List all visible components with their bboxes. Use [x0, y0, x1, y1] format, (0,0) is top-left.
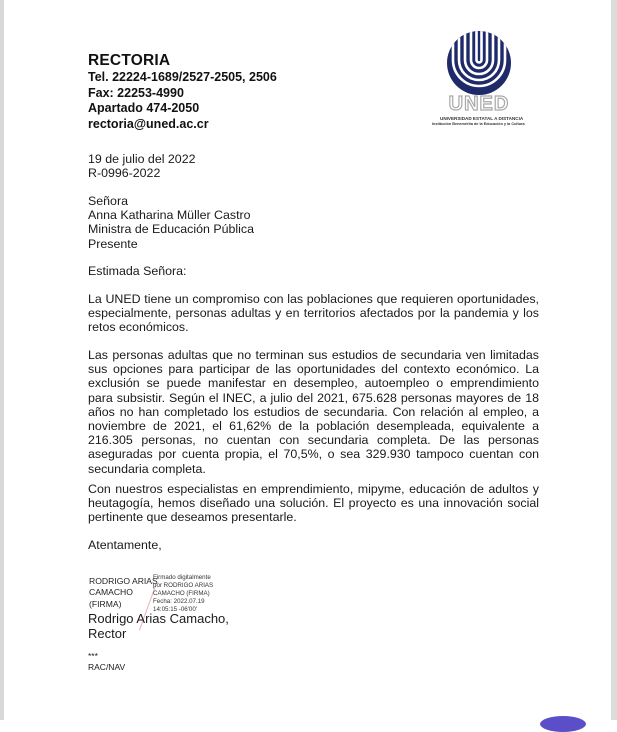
signature-meta-line-2: por RODRIGO ARIAS [153, 581, 214, 589]
signer-line-2: CAMACHO [89, 587, 133, 598]
greeting: Estimada Señora: [88, 264, 187, 278]
signature-meta-line-1: Firmado digitalmente [153, 574, 211, 581]
recipient-position: Ministra de Educación Pública [88, 222, 254, 237]
signer-line-1: RODRIGO ARIAS [89, 576, 158, 586]
footer-block [88, 651, 539, 673]
signature-meta-line-5: 14:05:15 -06'00' [153, 605, 197, 613]
logo-acronym: UNED [448, 93, 510, 115]
recipient-name: Anna Katharina Müller Castro [88, 208, 251, 223]
closing: Atentamente, [88, 538, 162, 552]
page-edge-right [611, 0, 617, 720]
logo-university-name: UNIVERSIDAD ESTATAL A DISTANCIA [440, 116, 524, 121]
page-edge-left [0, 0, 4, 720]
recipient-salutation-title: Señora [88, 194, 128, 208]
recipient-presente: Presente [88, 236, 138, 251]
letter-reference: R-0996-2022 [88, 166, 161, 181]
uned-logo [432, 30, 540, 130]
date-block [88, 152, 539, 180]
signatory-name: Rodrigo Arias Camacho, [88, 611, 229, 626]
logo-tagline: Institución Benemérita de la Educación y la Cultura [432, 122, 525, 126]
letterhead-phone: Tel. 22224-1689/2527-2505, 2506 [88, 70, 277, 84]
floating-badge-icon [540, 716, 586, 732]
footer-separator: *** [88, 651, 98, 661]
signer-line-3: (FIRMA) [89, 598, 122, 609]
letter-date: 19 de julio del 2022 [88, 152, 196, 166]
signature-metadata [153, 574, 213, 614]
letterhead [88, 52, 277, 132]
footer-initials: RAC/NAV [88, 662, 126, 672]
signatory-title: Rector [88, 625, 127, 641]
signature-meta-line-3: CAMACHO (FIRMA) [153, 589, 210, 597]
paragraph-2: Las personas adultas que no terminan sus estudios de secundaria ven limitadas sus opciones para participar de las oportunidades del contexto económico. La exclusión se puede manifestar en desempleo, autoempleo o emprendimiento para subsistir. Según el INEC, a julio del 2021, 675.628 personas mayores de 18 años no han completado los estudios de secundaria. Con relación al empleo, a noviembre de 2021, el 61,62% de la población desempleada, equivalente a 216.305 personas, no cuentan con secundaria completa. De las personas aseguradas por cuenta propia, el 70,5%, o sea 329.930 tampoco cuentan con secundaria completa. [88, 348, 539, 476]
signatory-block [88, 612, 539, 641]
paragraph-3: Con nuestros especialistas en emprendimiento, mipyme, educación de adultos y heutagogía, hemos diseñado una solución. El proyecto es una innovación social pertinente que deseamos presentarle. [88, 482, 539, 525]
letterhead-email: rectoria@uned.ac.cr [88, 116, 209, 131]
letterhead-fax: Fax: 22253-4990 [88, 85, 184, 100]
uned-emblem-icon [440, 30, 518, 96]
letterhead-office: RECTORIA [88, 52, 171, 69]
signature-meta-line-4: Fecha: 2022.07.19 [153, 597, 205, 605]
letterhead-po-box: Apartado 474-2050 [88, 101, 200, 115]
paragraph-1: La UNED tiene un compromiso con las poblaciones que requieren oportunidades, especialmente, personas adultas y en territorios afectados por la pandemia y los retos económicos. [88, 292, 539, 335]
recipient-block [88, 194, 539, 251]
